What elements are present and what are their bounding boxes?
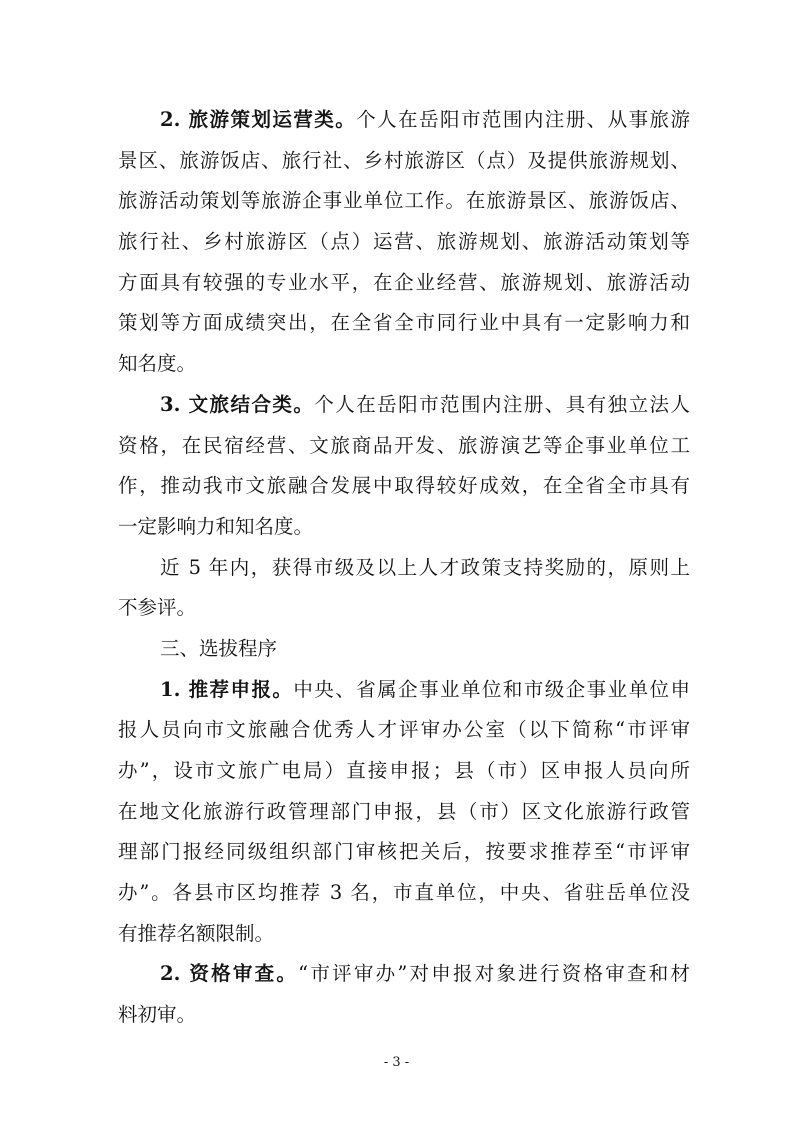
- line-text: 个人在岳阳市范围内注册、从事旅游: [356, 108, 690, 131]
- paragraph-culture-tourism: [118, 385, 690, 548]
- paragraph-line: 近 5 年内，获得市级及以上人才政策支持奖励的，原则上: [160, 555, 690, 579]
- paragraph-line: 方面具有较强的专业水平，在企业经营、旅游规划、旅游活动: [118, 270, 690, 294]
- paragraph-qualification-review: [118, 954, 690, 1035]
- paragraph-lead: 2. 资格审查。: [160, 962, 299, 986]
- paragraph-line: 旅行社、乡村旅游区（点）运营、旅游规划、旅游活动策划等: [118, 230, 690, 254]
- paragraph-line: [118, 954, 690, 995]
- paragraph-line: 不参评。: [118, 596, 197, 620]
- paragraph-line: 作，推动我市文旅融合发展中取得较好成效，在全省全市具有: [118, 474, 690, 498]
- paragraph-line: [118, 385, 690, 426]
- paragraph-line: 资格，在民宿经营、文旅商品开发、旅游演艺等企事业单位工: [118, 433, 690, 457]
- paragraph-line: 旅游活动策划等旅游企事业单位工作。在旅游景区、旅游饭店、: [118, 189, 690, 213]
- section-heading: 三、选拔程序: [160, 636, 278, 660]
- paragraph-lead: 3. 文旅结合类。: [160, 392, 315, 416]
- paragraph-line: 一定影响力和知名度。: [118, 514, 314, 538]
- paragraph-lead: 2. 旅游策划运营类。: [160, 108, 357, 131]
- paragraph-line: 策划等方面成绩突出，在全省全市同行业中具有一定影响力和: [118, 311, 690, 335]
- document-body: [118, 100, 690, 1036]
- paragraph-line: 料初审。: [118, 1003, 197, 1027]
- paragraph-line: 有推荐名额限制。: [118, 921, 275, 945]
- paragraph-recommendation: [118, 670, 690, 955]
- paragraph-line: 知名度。: [118, 352, 197, 376]
- paragraph-line: 在地文化旅游行政管理部门申报，县（市）区文化旅游行政管: [118, 799, 690, 823]
- paragraph-line: 办”。各县市区均推荐 3 名，市直单位，中央、省驻岳单位没: [118, 881, 690, 905]
- paragraph-award-exclusion: [118, 548, 690, 629]
- paragraph-line: 报人员向市文旅融合优秀人才评审办公室（以下简称“市评审: [118, 718, 690, 742]
- paragraph-line: 景区、旅游饭店、旅行社、乡村旅游区（点）及提供旅游规划、: [118, 148, 690, 172]
- paragraph-line: [118, 670, 690, 711]
- page-number: - 3 -: [383, 1055, 410, 1070]
- paragraph-tourism-planning: [118, 100, 690, 385]
- paragraph-lead: 1. 推荐申报。: [160, 677, 294, 701]
- line-text: 中央、省属企事业单位和市级企事业单位申: [293, 677, 690, 701]
- paragraph-line: 理部门报经同级组织部门审核把关后，按要求推荐至“市评审: [118, 840, 690, 864]
- paragraph-line: 办”，设市文旅广电局）直接申报；县（市）区申报人员向所: [118, 759, 690, 782]
- line-text: “市评审办”对申报对象进行资格审查和材: [298, 962, 690, 986]
- line-text: 个人在岳阳市范围内注册、具有独立法人: [314, 392, 690, 416]
- paragraph-line: [118, 100, 690, 141]
